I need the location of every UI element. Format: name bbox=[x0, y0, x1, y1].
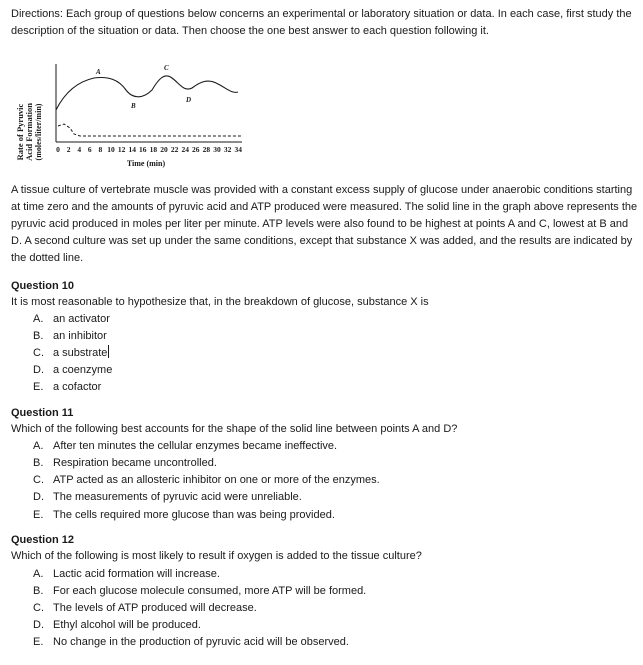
y-axis-label-line-2: Acid Formation bbox=[24, 103, 34, 161]
q10-option-d[interactable]: D. a coenzyme bbox=[33, 364, 113, 376]
y-axis-label-line-3: (moles/liter/min) bbox=[34, 103, 43, 161]
q12-option-a[interactable]: A. Lactic acid formation will increase. bbox=[33, 568, 220, 580]
x-tick-label: 8 bbox=[98, 145, 103, 154]
x-tick-labels bbox=[56, 145, 242, 154]
q10-option-a[interactable]: A. an activator bbox=[33, 313, 110, 325]
y-axis-label-line-1: Rate of Pyruvic bbox=[15, 103, 25, 161]
q11-option-d[interactable]: D. The measurements of pyruvic acid were unreliable. bbox=[33, 491, 302, 503]
question-10-title: Question 10 bbox=[11, 280, 74, 292]
x-tick-label: 28 bbox=[202, 145, 211, 154]
x-tick-label: 12 bbox=[117, 145, 126, 154]
x-tick-label: 22 bbox=[170, 145, 179, 154]
pyruvic-acid-graph bbox=[14, 64, 254, 172]
solid-line-pyruvic-acid bbox=[56, 76, 238, 110]
point-label-d: D bbox=[186, 96, 192, 104]
x-tick-label: 16 bbox=[139, 145, 147, 154]
point-label-a: A bbox=[96, 68, 101, 76]
q12-option-e[interactable]: E. No change in the production of pyruvic acid will be observed. bbox=[33, 636, 349, 648]
dotted-line-substance-x bbox=[58, 124, 242, 136]
q11-option-c[interactable]: C. ATP acted as an allosteric inhibitor on one or more of the enzymes. bbox=[33, 474, 380, 486]
x-tick-label: 20 bbox=[160, 145, 168, 154]
passage-text: A tissue culture of vertebrate muscle was provided with a constant excess supply of glucose under anaerobic conditions starting at time zero and the amounts of pyruvic acid and ATP produced were measured. The solid line in the graph above represents the pyruvic acid produced in moles per liter per minute. ATP levels were also found to be highest at points A and C, lowest at B and D. A second culture was set up under the same conditions, except that substance X was added, and the results are indicated by the dotted line. bbox=[11, 184, 638, 264]
q10-option-e[interactable]: E. a cofactor bbox=[33, 381, 102, 393]
q11-option-a[interactable]: A. After ten minutes the cellular enzymes became ineffective. bbox=[33, 440, 338, 452]
x-tick-label: 14 bbox=[128, 145, 136, 154]
q12-option-d[interactable]: D. Ethyl alcohol will be produced. bbox=[33, 619, 201, 631]
x-tick-label: 0 bbox=[56, 145, 60, 154]
text-cursor bbox=[108, 345, 109, 358]
directions-text: Directions: Each group of questions below concerns an experimental or laboratory situation or data. In each case, first study the description of the situation or data. Then choose the one best answer to each question following it. bbox=[11, 8, 632, 37]
question-11-stem: Which of the following best accounts for the shape of the solid line between points A and D? bbox=[11, 423, 458, 435]
x-tick-label: 34 bbox=[234, 145, 242, 154]
x-tick-label: 6 bbox=[87, 145, 92, 154]
x-axis-label: Time (min) bbox=[126, 159, 166, 168]
x-tick-label: 18 bbox=[149, 145, 158, 154]
q12-option-b[interactable]: B. For each glucose molecule consumed, more ATP will be formed. bbox=[33, 585, 367, 597]
q12-option-c[interactable]: C. The levels of ATP produced will decrease. bbox=[33, 602, 257, 614]
question-12-stem: Which of the following is most likely to result if oxygen is added to the tissue culture? bbox=[11, 550, 422, 562]
point-label-c: C bbox=[164, 64, 169, 72]
x-tick-label: 30 bbox=[213, 145, 221, 154]
x-tick-label: 26 bbox=[192, 145, 200, 154]
question-11-title: Question 11 bbox=[11, 407, 74, 419]
x-tick-label: 24 bbox=[181, 145, 189, 154]
x-tick-label: 10 bbox=[107, 145, 115, 154]
point-label-b: B bbox=[131, 102, 136, 110]
q11-option-b[interactable]: B. Respiration became uncontrolled. bbox=[33, 457, 217, 469]
q10-option-c[interactable]: C. a substrate bbox=[33, 347, 108, 359]
x-tick-label: 4 bbox=[77, 145, 82, 154]
q10-option-b[interactable]: B. an inhibitor bbox=[33, 330, 107, 342]
x-tick-label: 2 bbox=[66, 145, 71, 154]
x-tick-label: 32 bbox=[223, 145, 232, 154]
question-12-title: Question 12 bbox=[11, 534, 74, 546]
question-10-stem: It is most reasonable to hypothesize that, in the breakdown of glucose, substance X is bbox=[11, 296, 429, 308]
q11-option-e[interactable]: E. The cells required more glucose than was being provided. bbox=[33, 509, 335, 521]
